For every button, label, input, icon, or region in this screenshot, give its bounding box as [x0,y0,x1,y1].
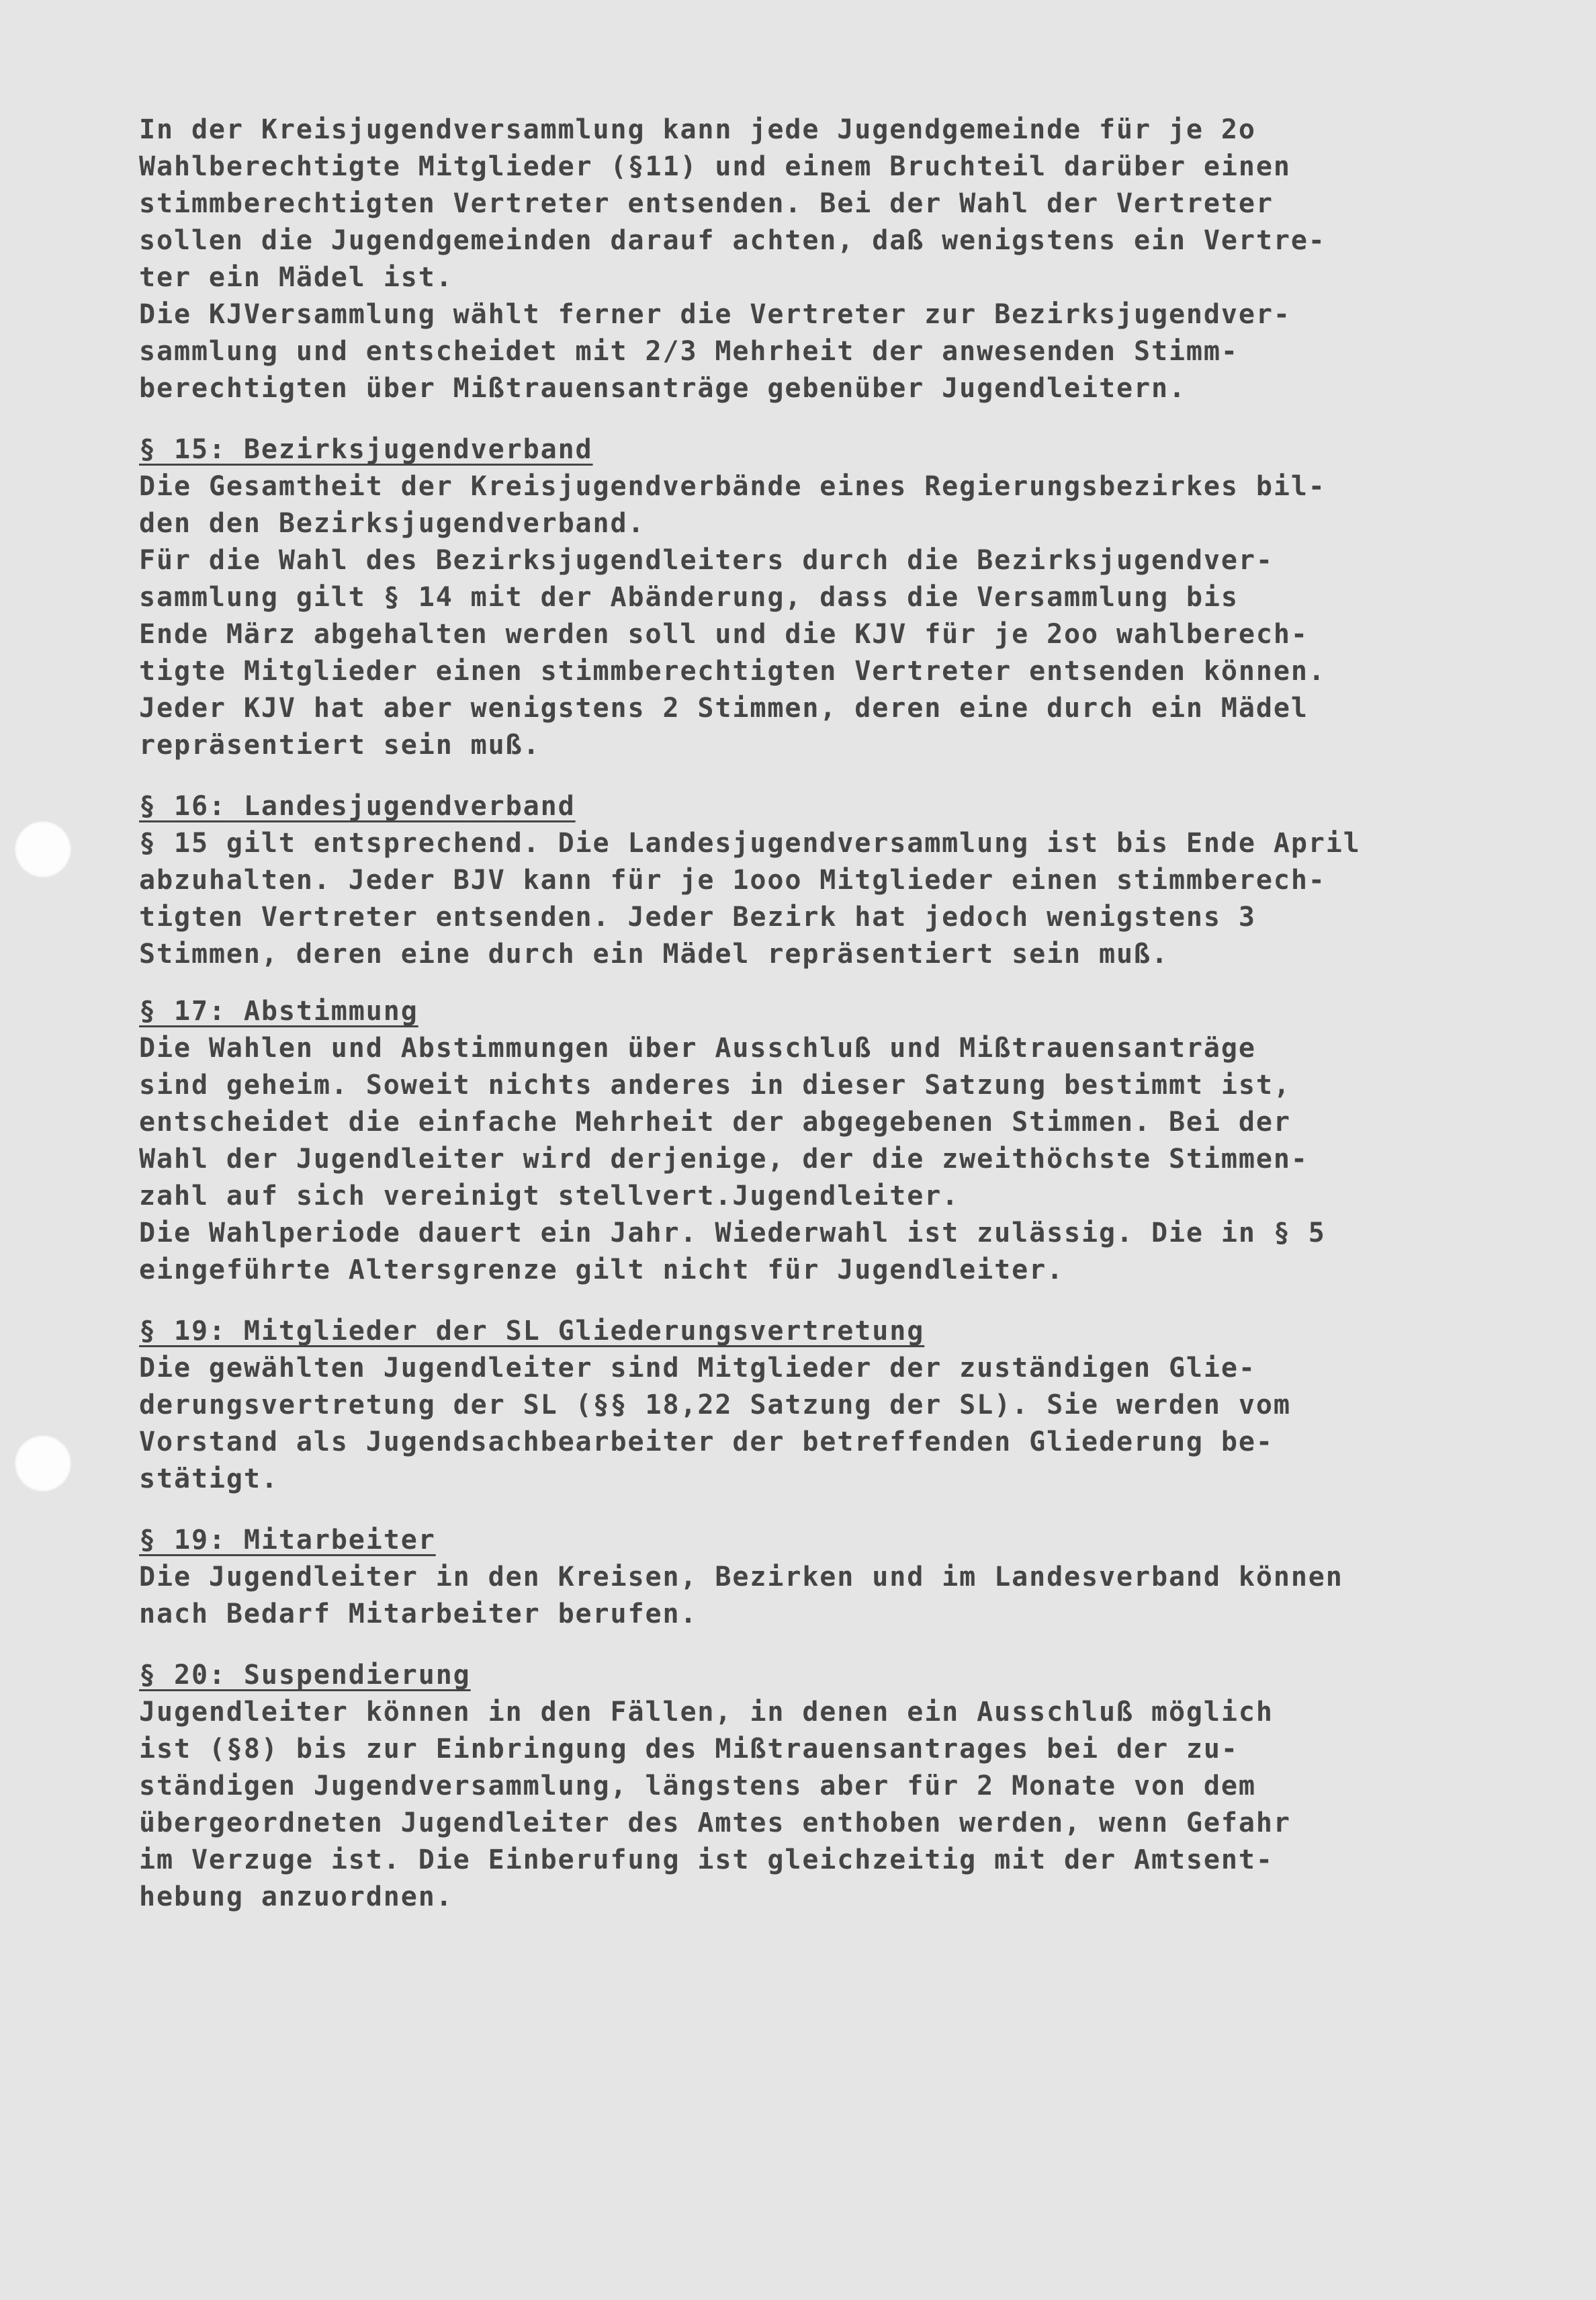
section-heading: § 19: Mitglieder der SL Gliederungsvertretung [139,1316,925,1347]
text-line: Die Gesamtheit der Kreisjugendverbände eines Regierungsbezirkes bil- [139,471,1326,502]
text-line: sind geheim. Soweit nichts anderes in dieser Satzung bestimmt ist, [139,1070,1291,1101]
text-line: Die Wahlen und Abstimmungen über Ausschluß und Mißtrauensanträge [139,1033,1256,1064]
section-19-gliederungsvertretung [139,1313,1583,1498]
text-line: entscheidet die einfache Mehrheit der abgegebenen Stimmen. Bei der [139,1107,1291,1138]
section-heading: § 19: Mitarbeiter [139,1525,436,1556]
text-line: Die gewählten Jugendleiter sind Mitglieder der zuständigen Glie- [139,1353,1256,1383]
text-line: den den Bezirksjugendverband. [139,508,646,539]
text-line: sammlung und entscheidet mit 2/3 Mehrheit der anwesenden Stimm- [139,336,1239,367]
text-line: Die Jugendleiter in den Kreisen, Bezirken und im Landesverband können [139,1562,1343,1592]
text-line: ist (§8) bis zur Einbringung des Mißtrauensantrages bei der zu- [139,1734,1239,1764]
text-line: Für die Wahl des Bezirksjugendleiters durch die Bezirksjugendver- [139,545,1274,576]
text-line: stätigt. [139,1463,279,1494]
text-line: zahl auf sich vereinigt stellvert.Jugendleiter. [139,1181,960,1211]
section-heading: § 15: Bezirksjugendverband [139,434,593,465]
text-line: Jeder KJV hat aber wenigstens 2 Stimmen, deren eine durch ein Mädel [139,693,1309,724]
text-line: Vorstand als Jugendsachbearbeiter der betreffenden Gliederung be- [139,1426,1274,1457]
text-line: In der Kreisjugendversammlung kann jede Jugendgemeinde für je 2o [139,114,1256,145]
section-heading: § 17: Abstimmung [139,996,418,1027]
text-line: Die Wahlperiode dauert ein Jahr. Wiederwahl ist zulässig. Die in § 5 [139,1218,1326,1248]
text-line: sollen die Jugendgemeinden darauf achten, daß wenigstens ein Vertre- [139,225,1326,256]
text-line: Wahl der Jugendleiter wird derjenige, der die zweithöchste Stimmen- [139,1144,1309,1175]
text-line: im Verzuge ist. Die Einberufung ist gleichzeitig mit der Amtsent- [139,1844,1274,1875]
text-line: berechtigten über Mißtrauensanträge gebenüber Jugendleitern. [139,373,1186,404]
section-heading: § 20: Suspendierung [139,1660,471,1691]
punch-hole-bottom [15,1435,71,1492]
text-line: Jugendleiter können in den Fällen, in denen ein Ausschluß möglich [139,1697,1274,1728]
text-line: Die KJVersammlung wählt ferner die Vertreter zur Bezirksjugendver- [139,299,1291,330]
text-line: eingeführte Altersgrenze gilt nicht für Jugendleiter. [139,1254,1065,1285]
section-19-mitarbeiter [139,1522,1583,1633]
text-line: § 15 gilt entsprechend. Die Landesjugendversammlung ist bis Ende April [139,828,1361,859]
intro-paragraph [139,112,1583,407]
text-line: tigten Vertreter entsenden. Jeder Bezirk hat jedoch wenigstens 3 [139,902,1256,933]
text-line: übergeordneten Jugendleiter des Amtes enthoben werden, wenn Gefahr [139,1807,1291,1838]
text-line: repräsentiert sein muß. [139,730,541,761]
text-line: tigte Mitglieder einen stimmberechtigten Vertreter entsenden können. [139,656,1326,687]
section-15 [139,431,1583,764]
text-line: derungsvertretung der SL (§§ 18,22 Satzung der SL). Sie werden vom [139,1390,1291,1420]
text-line: ter ein Mädel ist. [139,262,453,293]
text-line: ständigen Jugendversammlung, längstens aber für 2 Monate von dem [139,1771,1256,1801]
punch-hole-top [15,821,71,878]
text-line: abzuhalten. Jeder BJV kann für je 1ooo Mitglieder einen stimmberech- [139,865,1326,896]
section-20 [139,1657,1583,1916]
text-line: Stimmen, deren eine durch ein Mädel repräsentiert sein muß. [139,939,1169,970]
section-17 [139,993,1583,1289]
text-line: stimmberechtigten Vertreter entsenden. Bei der Wahl der Vertreter [139,188,1274,219]
text-line: nach Bedarf Mitarbeiter berufen. [139,1599,698,1629]
section-heading: § 16: Landesjugendverband [139,791,576,822]
section-16 [139,788,1583,973]
text-line: hebung anzuordnen. [139,1881,453,1912]
text-line: Wahlberechtigte Mitglieder (§11) und einem Bruchteil darüber einen [139,151,1291,182]
text-line: sammlung gilt § 14 mit der Abänderung, dass die Versammlung bis [139,582,1239,613]
text-line: Ende März abgehalten werden soll und die KJV für je 2oo wahlberech- [139,619,1309,650]
document-body [139,112,1583,1916]
